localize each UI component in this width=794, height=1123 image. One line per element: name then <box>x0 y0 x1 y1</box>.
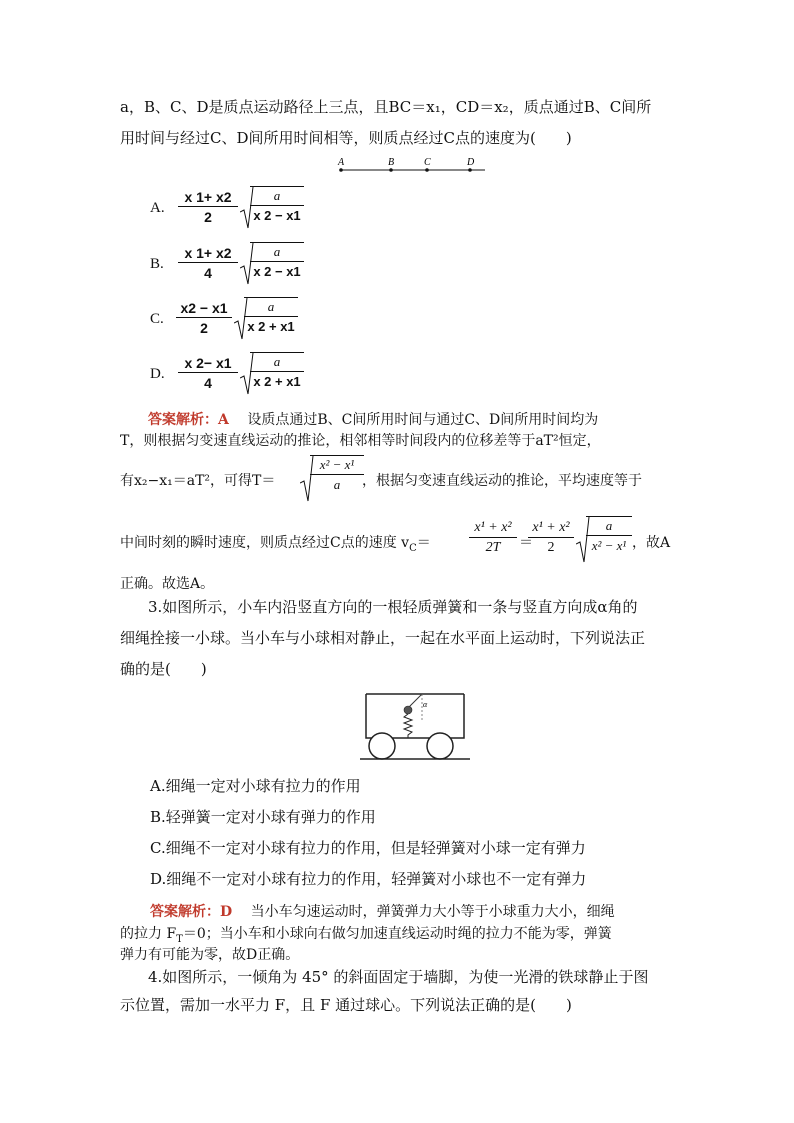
string <box>408 694 422 708</box>
q2-answer-line-2: T，则根据匀变速直线运动的推论，相邻相等时间段内的位移差等于aT²恒定， <box>120 433 601 449</box>
option-label: A. <box>150 200 165 216</box>
q3-answer-line-2: 的拉力 $F_T=0$；当小车和小球向右做匀加速直线运动时绳的拉力不能为零，弹簧 <box>120 926 612 945</box>
angle-label: α <box>423 700 428 709</box>
velocity-sqrt: a x² − x¹ <box>576 516 632 564</box>
option-fraction: $\frac{x 1+ x2}{4}$ <box>178 244 238 283</box>
q4-stem-line-1: 4.如图所示，一倾角为 45° 的斜面固定于墙脚，为使一光滑的铁球静止于图 <box>148 968 649 986</box>
q2-path-diagram <box>335 156 490 176</box>
answer-tag: 答案解析：D <box>150 904 233 920</box>
option-sqrt: a x 2 − x1 <box>240 242 304 286</box>
option-label: B. <box>150 256 164 272</box>
option-fraction: $\frac{x 1+ x2}{2}$ <box>178 188 238 227</box>
q3-answer-line-1 <box>150 902 615 922</box>
point-label-d: D <box>467 157 475 168</box>
q3-stem-line-1: 3.如图所示，小车内沿竖直方向的一根轻质弹簧和一条与竖直方向成α角的 <box>148 598 638 616</box>
q3-stem-line-3: 确的是( ) <box>120 660 207 678</box>
option-sqrt: a x 2 + x1 <box>234 297 298 341</box>
period-sqrt: x² − x¹ a <box>300 455 366 503</box>
q3-option-b[interactable]: B.轻弹簧一定对小球有弹力的作用 <box>150 808 376 826</box>
velocity-fraction-2: $\frac{\text{x¹ + x²}}{2}$ <box>528 519 574 558</box>
velocity-fraction-1: $\frac{\text{x¹ + x²}}{2T}$ <box>469 519 517 558</box>
q3-option-c[interactable]: C.细绳不一定对小球有拉力的作用，但是轻弹簧对小球一定有弹力 <box>150 839 586 857</box>
q3-stem-line-2: 细绳拴接一小球。当小车与小球相对静止，一起在水平面上运动时，下列说法正 <box>120 629 646 647</box>
point-label-b: B <box>388 157 395 168</box>
q2-answer-line-3a: 有x₂−x₁＝aT²，可得T＝ <box>120 473 276 489</box>
option-sqrt: a x 2 + x1 <box>240 352 304 396</box>
option-label: C. <box>150 311 164 327</box>
option-sqrt: a x 2 − x1 <box>240 186 304 230</box>
q2-answer-line-1 <box>148 410 598 430</box>
option-fraction: $\frac{x 2- x1}{4}$ <box>178 354 238 393</box>
answer-text: 设质点通过B、C间所用时间与通过C、D间所用时间均为 <box>247 412 599 428</box>
q4-stem-line-2: 示位置，需加一水平力 F，且 F 通过球心。下列说法正确的是( ) <box>120 996 572 1014</box>
point-label-c: C <box>424 157 431 168</box>
q2-stem-line-2: 用时间与经过C、D间所用时间相等，则质点经过C点的速度为( ) <box>120 129 572 147</box>
answer-tag: 答案解析：A <box>148 412 229 428</box>
q3-answer-line-3: 弹力有可能为零，故D正确。 <box>120 947 300 963</box>
q3-option-d[interactable]: D.细绳不一定对小球有拉力的作用，轻弹簧对小球也不一定有弹力 <box>150 870 587 888</box>
q2-stem-line-1: a，B、C、D是质点运动路径上三点，且BC＝x₁，CD＝x₂，质点通过B、C间所 <box>120 98 652 116</box>
q3-option-a[interactable]: A.细绳一定对小球有拉力的作用 <box>150 777 361 795</box>
spring <box>404 714 412 738</box>
answer-text: 当小车匀速运动时，弹簧弹力大小等于小球重力大小，细绳 <box>250 904 615 920</box>
option-label: D. <box>150 366 165 382</box>
q2-answer-line-4a: 中间时刻的瞬时速度，则质点经过C点的速度 $v_C=$ <box>120 535 431 554</box>
q2-answer-line-3b: ，根据匀变速直线运动的推论，平均速度等于 <box>362 473 642 489</box>
q2-answer-line-5: 正确。故选A。 <box>120 576 215 592</box>
point-label-a: A <box>338 157 345 168</box>
equals-sign: ＝ <box>519 535 533 551</box>
ball <box>404 706 412 714</box>
right-wheel <box>427 733 453 759</box>
left-wheel <box>369 733 395 759</box>
option-fraction: $\frac{x2 - x1}{2}$ <box>176 299 232 338</box>
cart-figure <box>360 690 470 762</box>
q2-answer-line-4b: ，故A <box>632 535 671 551</box>
